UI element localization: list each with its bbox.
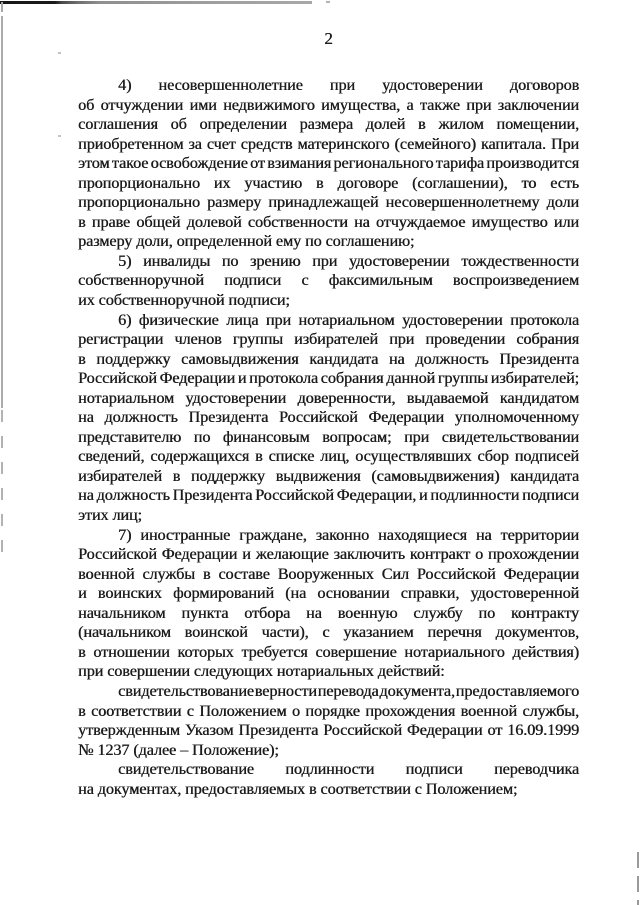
word: заключить [333,545,405,564]
word: в [255,447,263,466]
word: кандидата [309,349,379,368]
word: на [388,349,405,368]
word: поддержку [190,466,265,485]
scan-top-edge-line [0,1,312,4]
word: финансовым [222,427,310,446]
word: Федерации [406,721,483,740]
scan-left-edge-line [1,16,3,408]
word: 6) [118,310,132,329]
word: соответствии [90,701,182,720]
word: основании [317,584,390,603]
text-line [78,408,579,428]
text-line: при совершении следующих нотариальных действий: [78,662,445,681]
word: Российской [78,369,157,388]
word: этом [78,154,110,173]
word: Российской [416,564,496,583]
word: от [487,721,503,740]
text-line [78,252,579,272]
word: 7) [118,525,132,544]
word: с [322,623,330,642]
word: и [78,584,87,603]
word: части), [261,623,309,642]
word: а [406,95,414,114]
word: контракт [409,545,471,564]
word: договоров [509,76,579,94]
word: службы, [522,701,579,720]
text-line [78,545,579,565]
word: недвижимого [223,95,315,114]
word: выдвижения [275,466,361,485]
word: 4) [118,76,132,94]
word: переводчика [493,760,579,779]
word: в [78,642,86,661]
word: собственноручной [78,271,204,290]
word: лица [226,310,259,329]
text-line [78,76,579,96]
word: инвалиды [142,251,211,270]
text-line: на документах, предоставляемых в соответствии с Положением; [78,779,518,798]
word: Федерации [159,369,236,388]
word: удостоверении [348,251,450,270]
word: территории [500,525,579,544]
word: воспроизведением [452,271,579,290]
word: отношении [93,642,170,661]
word: несовершеннолетнему [385,193,540,212]
word: в [417,115,426,134]
word: документов, [495,623,579,642]
paragraph-item-7 [78,526,579,682]
word: тождественности [461,251,579,270]
text-line [78,213,579,233]
text-line [78,330,579,350]
word: доверенности, [297,388,396,407]
word: на [353,212,370,231]
word: группы [437,369,488,388]
text-line [78,604,579,624]
word: Российской [78,545,157,564]
word: избирателей [78,466,162,485]
word: (соглашении), [411,173,508,192]
text-line [78,760,579,780]
word: кандидата [510,466,579,485]
text-line [78,174,579,194]
word: в [78,212,86,231]
word: Вооруженных [277,564,374,583]
word: пункта [181,603,229,622]
text-line [78,154,579,174]
word: зрению [249,251,301,270]
word: собрания [320,369,384,388]
word: уполномоченному [454,408,579,427]
word: избирателей [294,330,378,349]
word: прохождении [487,545,579,564]
word: кандидатом [499,388,579,407]
word: военную [337,603,398,622]
word: удостоверенной [470,584,579,603]
word: при [329,76,355,94]
word: Федерации, [336,486,417,505]
text-line [78,721,579,741]
paragraph-item-7-sub-2 [78,760,579,799]
word: общей [136,212,181,231]
word: порядке [305,701,360,720]
word: нотариальном [78,388,175,407]
word: указанием [343,623,414,642]
word: Президента [172,486,253,505]
scan-right-edge-marks [637,852,639,905]
text-line: их собственноручной подписи; [78,291,290,310]
word: производится [486,154,579,173]
word: требуется [241,642,308,661]
word: (самовыдвижения) [371,466,500,485]
word: протокола [249,369,318,388]
word: праве [91,212,130,231]
word: подписи [521,486,579,505]
word: участию [244,173,302,192]
word: пропорционально [78,173,200,192]
word: удостоверении [401,310,503,329]
word: выдаваемой [406,388,489,407]
word: долей [365,115,406,134]
word: отчуждении [100,95,184,114]
word: подлинности [285,760,375,779]
word: формирований [172,584,274,603]
word: с [186,701,194,720]
word: соглашения [78,115,158,134]
text-line [78,193,579,213]
word: их [213,173,231,192]
word: при [312,251,338,270]
word: перечня [427,623,482,642]
text-line [78,350,579,370]
word: подписи [224,271,282,290]
word: Федерации [161,545,238,564]
text-line: размеру доли, определенной ему по соглашению; [78,232,415,251]
word: размера [299,115,353,134]
word: подписи [405,760,463,779]
word: сбор [477,447,509,466]
word: и [237,369,247,388]
word: тарифа [435,154,484,173]
text-line [78,623,579,643]
word: материнского [297,134,390,153]
word: военной [78,564,135,583]
text-line [78,115,579,135]
word: на [475,525,492,544]
word: помещении, [496,115,579,134]
word: утвержденным [78,721,180,740]
word: сведений, [78,447,145,466]
word: в [78,701,86,720]
word: Президента [188,408,269,427]
word: воинской [184,623,248,642]
word: приобретенном [78,134,184,153]
word: об [170,115,187,134]
word: свидетельствовании [441,427,579,446]
word: предоставляемого [455,681,579,700]
word: есть [550,173,579,192]
word: представителю [78,427,182,446]
word: избирателей; [490,369,579,388]
word: доли [546,193,579,212]
word: то [521,173,537,192]
text-line [78,682,579,702]
word: определении [199,115,287,134]
text-line [78,428,579,448]
word: заключении [497,95,579,114]
word: Указом [184,721,234,740]
word: в [78,349,86,368]
word: Российской [323,721,402,740]
word: несовершеннолетние [158,76,303,94]
word: при [466,95,492,114]
word: Президента [238,721,319,740]
word: подписей [514,447,579,466]
word: физические [138,310,219,329]
paragraph-item-5 [78,252,579,311]
word: законно [315,525,370,544]
word: имущества, [321,95,401,114]
word: протокола [510,310,579,329]
word: начальником [78,603,166,622]
word: подлинности [430,486,520,505]
text-line [78,486,579,506]
word: средств [240,134,293,153]
word: долевой [186,212,242,231]
word: при [265,310,291,329]
word: регистрации [78,330,164,349]
word: взимания [267,154,332,173]
text-block [78,76,579,799]
word: и [242,545,251,564]
word: самовыдвижения [181,349,299,368]
word: (на [285,584,307,603]
word: договоре [337,173,399,192]
word: на [78,408,94,427]
word: жилом [438,115,484,134]
word: на [306,603,322,622]
word: лиц, [320,447,350,466]
text-line [78,702,579,722]
word: содержащихся [150,447,250,466]
word: отчуждаемое [375,212,466,231]
text-line [78,526,579,546]
text-line [78,565,579,585]
word: принадлежащей [268,193,379,212]
word: по [478,603,495,622]
scan-top-edge-tick [326,1,330,3]
word: военной [460,701,517,720]
word: верности [254,681,317,700]
word: (семейного) [394,134,476,153]
scan-speck [58,135,61,137]
word: пропорционально [78,193,200,212]
word: при [403,427,430,446]
word: от [250,154,265,173]
word: Положением [199,701,287,720]
text-line [78,467,579,487]
word: свидетельствование [118,760,254,779]
word: которых [177,642,234,661]
word: Российской [255,486,334,505]
word: свидетельствование [118,681,254,700]
word: при [389,330,415,349]
word: Сил [381,564,409,583]
word: членов [174,330,222,349]
word: желающие [255,545,329,564]
word: Федерации [503,564,579,583]
word: освобождение [150,154,248,173]
word: 5) [118,251,132,270]
word: в [172,466,181,485]
word: должность [96,486,170,505]
word: размеру [206,193,262,212]
word: воинских [97,584,162,603]
word: о [291,701,300,720]
word: такое [111,154,149,173]
scan-speck [58,52,61,54]
word: капитала. [480,134,546,153]
word: контракту [510,603,579,622]
text-line: этих лиц; [78,506,142,525]
word: Президента [499,349,579,368]
word: справки, [400,584,460,603]
paragraph-item-7-sub-1 [78,682,579,760]
word: нотариальном [298,310,395,329]
word: должность [415,349,489,368]
word: проведении [425,330,506,349]
word: или [553,212,579,231]
word: группы [232,330,283,349]
word: Российской [278,408,358,427]
text-line [78,389,579,409]
word: собственности [247,212,348,231]
word: регионального [333,154,434,173]
word: об [78,95,95,114]
word: осуществлявших [355,447,472,466]
word: действия) [512,642,579,661]
word: службу [413,603,463,622]
word: и [418,486,428,505]
text-line [78,643,579,663]
word: 16.09.1999 [507,721,579,740]
word: собрания [516,330,579,349]
text-line [78,311,579,331]
page-number: 2 [324,29,333,48]
word: Федерации [368,408,444,427]
word: службы [142,564,195,583]
text-line [78,96,579,116]
word: иностранные [140,525,231,544]
word: с [301,271,309,290]
word: за [188,134,202,153]
word: факсимильным [328,271,433,290]
text-line [78,447,579,467]
word: на [78,486,94,505]
scan-left-edge-dashed-line [1,410,3,552]
word: (начальником [78,623,171,642]
word: о [474,545,483,564]
scan-left-edge-dash [1,2,3,12]
word: перевода [317,681,379,700]
word: в [315,173,324,192]
word: находящиеся [378,525,467,544]
word: удостоверении [382,76,483,94]
text-line [78,584,579,604]
word: списке [268,447,315,466]
text-line: № 1237 (далее – Положение); [78,740,279,759]
word: совершение [315,642,397,661]
word: удостоверении [185,388,287,407]
word: также [419,95,460,114]
word: составе [218,564,270,583]
word: имущество [471,212,548,231]
text-line [78,271,579,291]
word: по [221,251,239,270]
word: счет [206,134,236,153]
word: в [202,564,211,583]
word: документа, [379,681,455,700]
word: нотариального [404,642,505,661]
text-line [78,135,579,155]
word: отбора [244,603,291,622]
word: прохождения [365,701,456,720]
word: При [550,134,579,153]
word: должность [104,408,178,427]
word: данной [386,369,435,388]
paragraph-item-6 [78,311,579,526]
word: поддержку [96,349,171,368]
paragraph-item-4 [78,76,579,252]
word: ими [189,95,217,114]
text-line [78,369,579,389]
word: граждане, [239,525,307,544]
word: вопросам; [322,427,392,446]
word: по [193,427,211,446]
